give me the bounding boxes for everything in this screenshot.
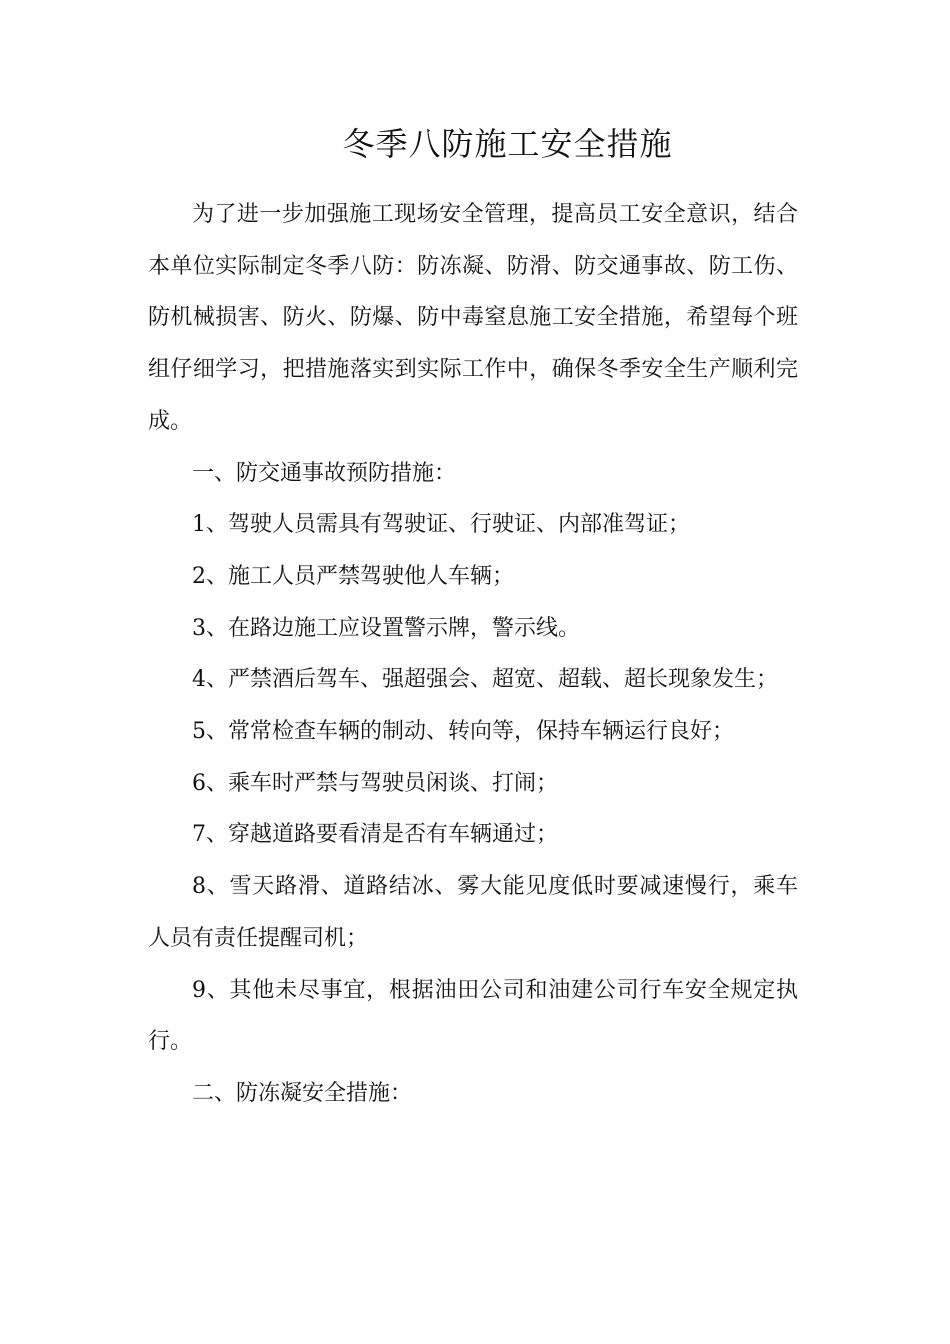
- list-item: 2、施工人员严禁驾驶他人车辆；: [192, 563, 514, 589]
- list-item: 8、雪天路滑、道路结冰、雾大能见度低时要减速慢行，乘车人员有责任提醒司机；: [148, 874, 798, 951]
- section-heading-traffic: 一、防交通事故预防措施：: [192, 460, 457, 486]
- document-title: 冬季八防施工安全措施: [342, 125, 673, 163]
- list-item: 9、其他未尽事宜，根据油田公司和油建公司行车安全规定执行。: [148, 977, 798, 1055]
- intro-paragraph: 为了进一步加强施工现场安全管理，提高员工安全意识，结合本单位实际制定冬季八防：防冻凝、防滑、防交通事故、防工伤、防机械损害、防火、防爆、防中毒窒息施工安全措施，希望每个班组仔细学习，把措施落实到实际工作中，确保冬季安全生产顺利完成。: [148, 202, 798, 434]
- section-heading-antifreeze: 二、防冻凝安全措施：: [192, 1080, 413, 1106]
- list-item: 6、乘车时严禁与驾驶员闲谈、打闹；: [192, 770, 558, 796]
- list-item: 5、常常检查车辆的制动、转向等，保持车辆运行良好；: [192, 719, 734, 745]
- list-item: 7、穿越道路要看清是否有车辆通过；: [192, 822, 558, 848]
- list-item: 1、驾驶人员需具有驾驶证、行驶证、内部准驾证；: [192, 512, 690, 538]
- list-item: 4、严禁酒后驾车、强超强会、超宽、超载、超长现象发生；: [192, 667, 778, 693]
- list-item: 3、在路边施工应设置警示牌，警示线。: [192, 615, 580, 641]
- document-body: [148, 189, 798, 1120]
